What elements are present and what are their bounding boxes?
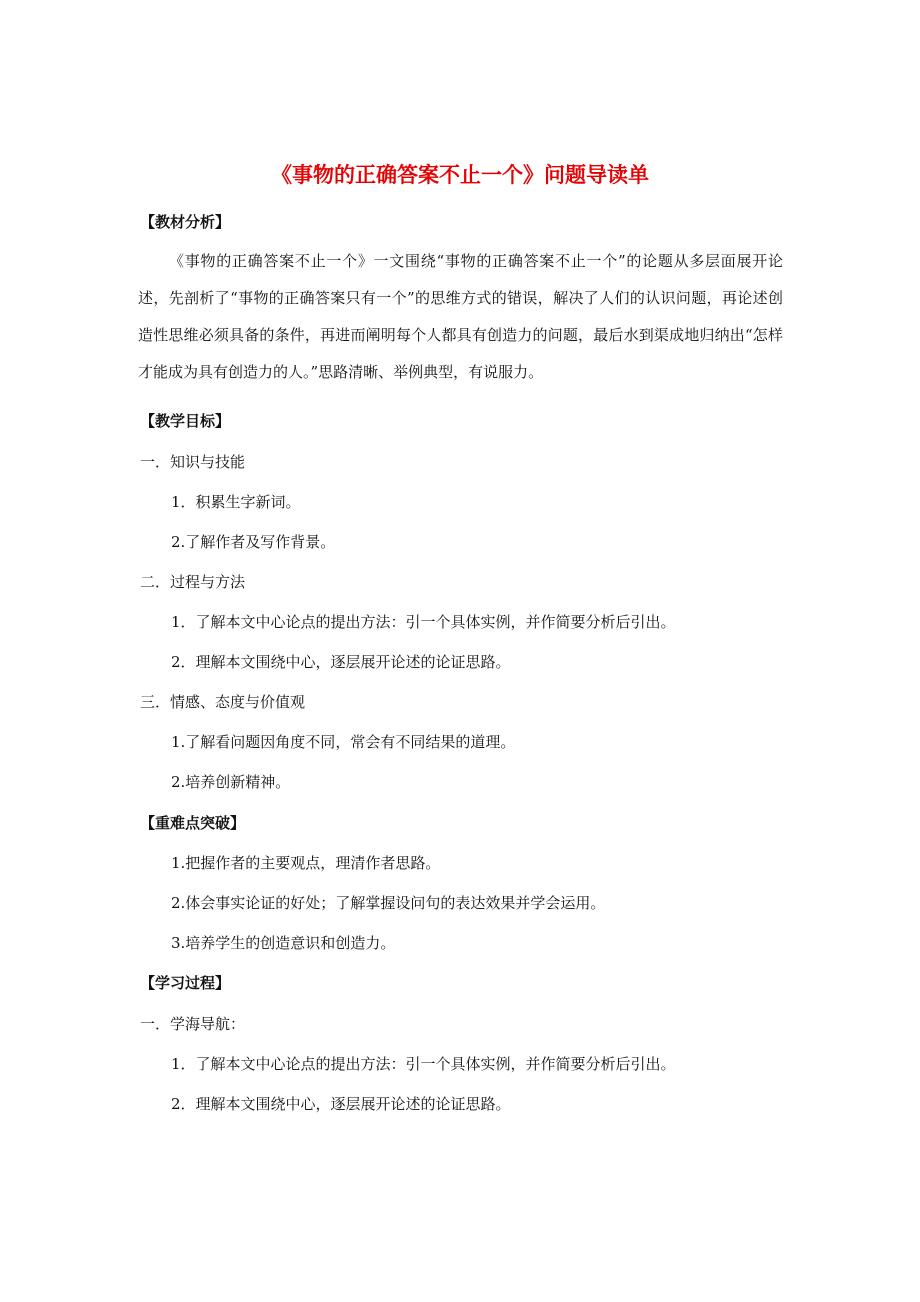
process-part1-item2: 2．理解本文围绕中心，逐层展开论述的论证思路。 <box>171 1095 511 1113</box>
keypoints-item3: 3.培养学生的创造意识和创造力。 <box>171 934 396 952</box>
section-heading-keypoints: 【重难点突破】 <box>140 814 246 832</box>
analysis-paragraph: 《事物的正确答案不止一个》一文围绕“事物的正确答案不止一个”的论题从多层面展开论述，先剖析了“事物的正确答案只有一个”的思维方式的错误，解决了人们的认识问题，再论述创造性思维必须具备的条件，再进而阐明每个人都具有创造力的问题，最后水到渠成地归纳出“怎样才能成为具有创造力的人。”思路清晰、举例典型，有说服力。 <box>138 252 783 381</box>
goals-part1-item1: 1．积累生字新词。 <box>171 493 301 511</box>
section-heading-process: 【学习过程】 <box>140 974 231 992</box>
process-part1-title: 一．学海导航： <box>140 1015 246 1033</box>
goals-part2-title: 二．过程与方法 <box>140 573 246 591</box>
section-heading-goals: 【教学目标】 <box>140 412 231 430</box>
goals-part1-item2: 2.了解作者及写作背景。 <box>171 533 336 551</box>
document-title: 《事物的正确答案不止一个》问题导读单 <box>271 163 649 187</box>
goals-part3-item2: 2.培养创新精神。 <box>171 773 291 791</box>
goals-part3-title: 三．情感、态度与价值观 <box>140 693 306 711</box>
goals-part3-item1: 1.了解看问题因角度不同，常会有不同结果的道理。 <box>171 733 516 751</box>
process-part1-item1: 1．了解本文中心论点的提出方法：引一个具体实例，并作简要分析后引出。 <box>171 1055 676 1073</box>
keypoints-item2: 2.体会事实论证的好处；了解掌握设问句的表达效果并学会运用。 <box>171 894 606 912</box>
keypoints-item1: 1.把握作者的主要观点，理清作者思路。 <box>171 854 441 872</box>
section-heading-analysis: 【教材分析】 <box>140 213 231 231</box>
goals-part2-item1: 1．了解本文中心论点的提出方法：引一个具体实例，并作简要分析后引出。 <box>171 613 676 631</box>
goals-part1-title: 一．知识与技能 <box>140 453 246 471</box>
goals-part2-item2: 2．理解本文围绕中心，逐层展开论述的论证思路。 <box>171 653 511 671</box>
